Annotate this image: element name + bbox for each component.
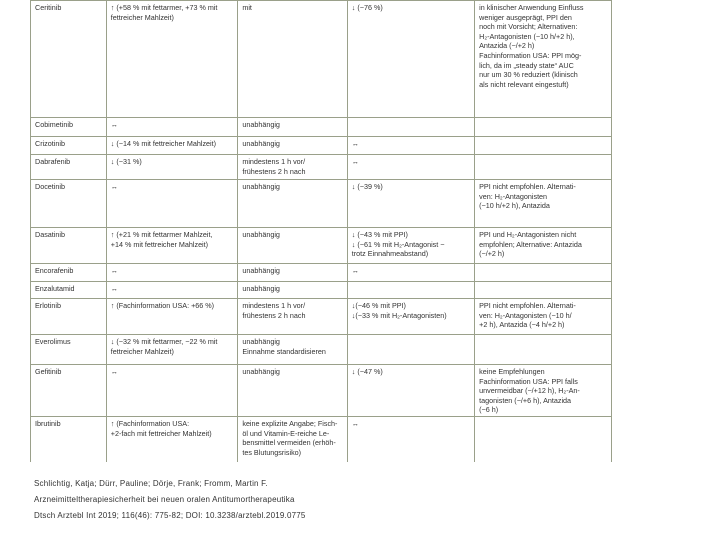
cell-text: unabhängig xyxy=(242,284,280,293)
acid-interaction-cell xyxy=(347,365,474,417)
cell-text: ↔ xyxy=(110,367,118,376)
cell-text: unabhängig xyxy=(242,337,280,346)
cell-text: ↓(−46 % mit PPI) xyxy=(351,301,406,310)
food-effect-cell xyxy=(106,365,238,417)
food-effect-cell xyxy=(106,264,238,282)
cell-text: empfohlen; Alternative: Antazida xyxy=(479,239,582,249)
cell-text: ↓ (−31 %) xyxy=(110,157,142,166)
intake-cell xyxy=(238,180,347,228)
cell-text: Gefitinib xyxy=(35,367,62,376)
intake-cell xyxy=(238,137,347,155)
recommendation-cell xyxy=(475,335,612,365)
recommendation-cell xyxy=(475,365,612,417)
cell-text: weniger ausgeprägt, PPI den xyxy=(479,12,572,22)
table-row xyxy=(31,180,612,228)
citation-authors: Schlichtig, Katja; Dürr, Pauline; Dörje, Frank; Fromm, Martin F. xyxy=(34,479,268,488)
cell-text: unabhängig xyxy=(242,120,280,129)
acid-interaction-cell xyxy=(347,264,474,282)
food-effect-cell xyxy=(106,137,238,155)
cell-text: Dasatinib xyxy=(35,230,65,239)
intake-cell xyxy=(238,228,347,264)
cell-text: Enzalutamid xyxy=(35,284,75,293)
citation xyxy=(34,476,306,524)
cell-text: Encorafenib xyxy=(35,266,74,275)
drug-cell xyxy=(31,282,107,299)
cell-text: ↑ (Fachinformation USA: +66 %) xyxy=(110,301,215,310)
cell-text: tes Blutungsrisiko) xyxy=(242,447,302,457)
cell-text: ↔ xyxy=(110,284,118,293)
cell-text: unabhängig xyxy=(242,139,280,148)
table-row xyxy=(31,299,612,335)
citation-reference: Dtsch Arztebl Int 2019; 116(46): 775-82; DOI: 10.3238/arztebl.2019.0775 xyxy=(34,511,306,520)
food-effect-cell xyxy=(106,155,238,180)
cell-text: ↔ xyxy=(351,139,359,148)
cell-text: ↓ (−32 % mit fettarmer, −22 % mit xyxy=(110,337,218,346)
cell-text: Crizotinib xyxy=(35,139,65,148)
food-effect-cell xyxy=(106,299,238,335)
table-body xyxy=(31,1,612,463)
cell-text: unabhängig xyxy=(242,230,280,239)
intake-cell xyxy=(238,282,347,299)
cell-text: Antazida (−/+2 h) xyxy=(479,41,535,51)
cell-text: tagonisten (−/+6 h), Antazida xyxy=(479,395,572,405)
intake-cell xyxy=(238,1,347,118)
food-effect-cell xyxy=(106,180,238,228)
cell-text: ↓ (−14 % mit fettreicher Mahlzeit) xyxy=(110,139,217,148)
table-row xyxy=(31,282,612,299)
drug-cell xyxy=(31,137,107,155)
acid-interaction-cell xyxy=(347,155,474,180)
cell-text: PPI nicht empfohlen. Alternati- xyxy=(479,182,576,191)
drug-cell xyxy=(31,1,107,118)
acid-interaction-cell xyxy=(347,282,474,299)
table-row xyxy=(31,264,612,282)
cell-text: in klinischer Anwendung Einfluss xyxy=(479,3,584,12)
cell-text: ↔ xyxy=(351,266,359,275)
cell-text: öl und Vitamin-E-reiche Le- xyxy=(242,428,330,438)
intake-cell xyxy=(238,417,347,463)
cell-text: ↓ (−43 % mit PPI) xyxy=(351,230,408,239)
cell-text: PPI nicht empfohlen. Alternati- xyxy=(479,301,576,310)
document-page xyxy=(30,0,612,462)
drug-cell xyxy=(31,155,107,180)
cell-text: noch mit Vorsicht; Alternativen: xyxy=(479,22,578,32)
table-row xyxy=(31,1,612,118)
cell-text: Everolimus xyxy=(35,337,71,346)
cell-text: Dabrafenib xyxy=(35,157,71,166)
intake-cell xyxy=(238,118,347,137)
acid-interaction-cell xyxy=(347,180,474,228)
intake-cell xyxy=(238,299,347,335)
cell-text: ↑ (+21 % mit fettarmer Mahlzeit, xyxy=(110,230,213,239)
food-effect-cell xyxy=(106,282,238,299)
cell-text: fettreicher Mahlzeit) xyxy=(110,12,174,22)
cell-text: ↓ (−39 %) xyxy=(351,182,383,191)
citation-title: Arzneimitteltherapiesicherheit bei neuen oralen Antitumortherapeutika xyxy=(34,495,295,504)
cell-text: mit xyxy=(242,3,252,12)
cell-text: frühestens 2 h nach xyxy=(242,166,306,176)
drug-cell xyxy=(31,335,107,365)
cell-text: als nicht relevant eingestuft) xyxy=(479,79,569,89)
cell-text: ↓ (−61 % mit H₂-Antagonist − xyxy=(351,239,445,249)
acid-interaction-cell xyxy=(347,118,474,137)
cell-text: (−10 h/+2 h), Antazida xyxy=(479,201,550,211)
cell-text: ↔ xyxy=(351,157,359,166)
drug-cell xyxy=(31,299,107,335)
cell-text: Einnahme standardisieren xyxy=(242,346,326,356)
table-row xyxy=(31,155,612,180)
cell-text: (−6 h) xyxy=(479,405,499,415)
cell-text: keine explizite Angabe; Fisch- xyxy=(242,419,338,428)
table-row xyxy=(31,335,612,365)
recommendation-cell xyxy=(475,118,612,137)
cell-text: ↔ xyxy=(110,266,118,275)
table-row xyxy=(31,137,612,155)
food-effect-cell xyxy=(106,228,238,264)
cell-text: Ceritinib xyxy=(35,3,62,12)
cell-text: nur um 30 % reduziert (klinisch xyxy=(479,70,578,80)
recommendation-cell xyxy=(475,155,612,180)
cell-text: unabhängig xyxy=(242,367,280,376)
cell-text: +2 h), Antazida (−4 h/+2 h) xyxy=(479,320,565,330)
recommendation-cell xyxy=(475,137,612,155)
food-effect-cell xyxy=(106,118,238,137)
cell-text: mindestens 1 h vor/ xyxy=(242,301,306,310)
cell-text: ↔ xyxy=(110,120,118,129)
cell-text: ↑ (+58 % mit fettarmer, +73 % mit xyxy=(110,3,218,12)
recommendation-cell xyxy=(475,282,612,299)
cell-text: ven: H₂-Antagonisten xyxy=(479,191,548,201)
cell-text: Fachinformation USA: PPI falls xyxy=(479,376,578,386)
cell-text: ↓ (−76 %) xyxy=(351,3,383,12)
recommendation-cell xyxy=(475,1,612,118)
cell-text: (−/+2 h) xyxy=(479,249,505,259)
acid-interaction-cell xyxy=(347,228,474,264)
food-effect-cell xyxy=(106,1,238,118)
cell-text: +14 % mit fettreicher Mahlzeit) xyxy=(110,239,209,249)
cell-text: +2-fach mit fettreicher Mahlzeit) xyxy=(110,428,212,438)
drug-cell xyxy=(31,417,107,463)
cell-text: keine Empfehlungen xyxy=(479,367,545,376)
cell-text: Erlotinib xyxy=(35,301,61,310)
cell-text: PPI und H₂-Antagonisten nicht xyxy=(479,230,577,239)
cell-text: lich, da im „steady state“ AUC xyxy=(479,60,574,70)
acid-interaction-cell xyxy=(347,1,474,118)
recommendation-cell xyxy=(475,264,612,282)
cell-text: Docetinib xyxy=(35,182,65,191)
cell-text: Fachinformation USA: PPI mög- xyxy=(479,50,582,60)
food-effect-cell xyxy=(106,417,238,463)
acid-interaction-cell xyxy=(347,137,474,155)
cell-text: bensmittel vermeiden (erhöh- xyxy=(242,438,336,448)
acid-interaction-cell xyxy=(347,417,474,463)
cell-text: unabhängig xyxy=(242,182,280,191)
cell-text: frühestens 2 h nach xyxy=(242,310,306,320)
cell-text: Ibrutinib xyxy=(35,419,61,428)
cell-text: ↔ xyxy=(110,182,118,191)
interaction-table xyxy=(30,0,612,462)
drug-cell xyxy=(31,365,107,417)
recommendation-cell xyxy=(475,299,612,335)
table-row xyxy=(31,118,612,137)
cell-text: ↔ xyxy=(351,419,359,428)
drug-cell xyxy=(31,228,107,264)
cell-text: unvermeidbar (−/+12 h), H₂-An- xyxy=(479,386,580,396)
table-row xyxy=(31,417,612,463)
drug-cell xyxy=(31,118,107,137)
acid-interaction-cell xyxy=(347,299,474,335)
cell-text: ↓ (−47 %) xyxy=(351,367,383,376)
recommendation-cell xyxy=(475,180,612,228)
cell-text: ↑ (Fachinformation USA: xyxy=(110,419,190,428)
cell-text: H₂-Antagonisten (−10 h/+2 h), xyxy=(479,31,575,41)
intake-cell xyxy=(238,155,347,180)
intake-cell xyxy=(238,335,347,365)
acid-interaction-cell xyxy=(347,335,474,365)
cell-text: fettreicher Mahlzeit) xyxy=(110,346,174,356)
food-effect-cell xyxy=(106,335,238,365)
cell-text: trotz Einnahmeabstand) xyxy=(351,249,429,259)
table-row xyxy=(31,365,612,417)
cell-text: mindestens 1 h vor/ xyxy=(242,157,306,166)
cell-text: Cobimetinib xyxy=(35,120,73,129)
cell-text: ↓(−33 % mit H₂-Antagonisten) xyxy=(351,310,447,320)
cell-text: ven: H₂-Antagonisten (−10 h/ xyxy=(479,310,572,320)
table-row xyxy=(31,228,612,264)
intake-cell xyxy=(238,365,347,417)
cell-text: unabhängig xyxy=(242,266,280,275)
intake-cell xyxy=(238,264,347,282)
recommendation-cell xyxy=(475,417,612,463)
drug-cell xyxy=(31,264,107,282)
recommendation-cell xyxy=(475,228,612,264)
drug-cell xyxy=(31,180,107,228)
